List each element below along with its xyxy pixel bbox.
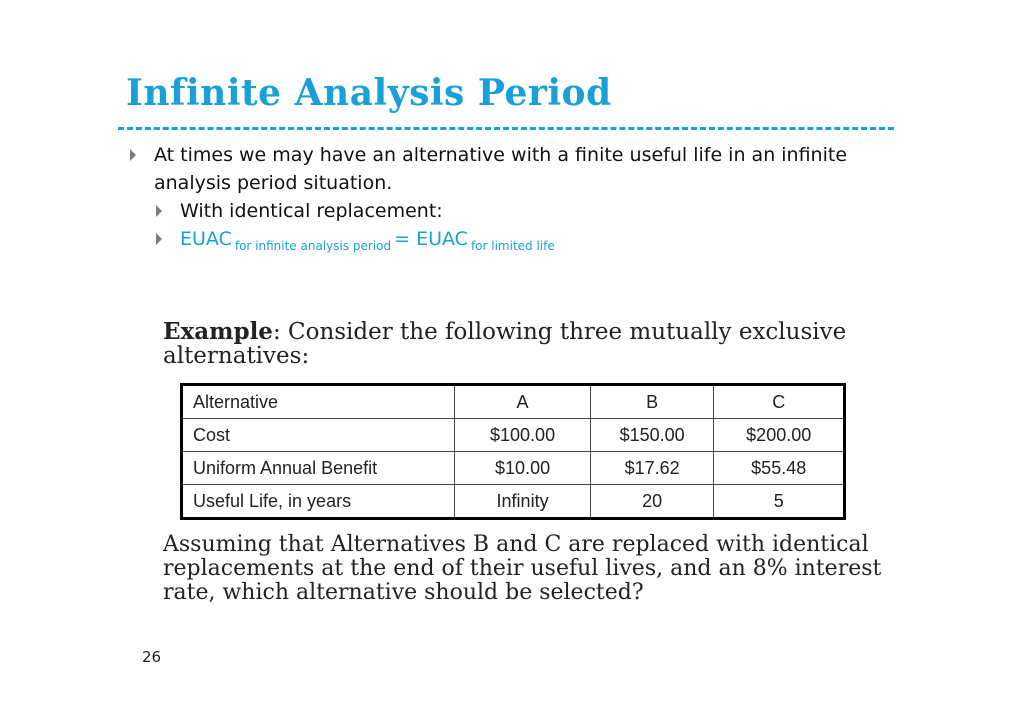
bullet-sub-text: With identical replacement: xyxy=(180,200,443,222)
bullet-main-text: At times we may have an alternative with a finite useful life in an infinite analysis period situation. xyxy=(154,144,848,194)
table-cell: Infinity xyxy=(455,485,591,519)
header-cell: C xyxy=(714,385,845,419)
table-header-row xyxy=(182,385,845,419)
bullet-triangle-icon xyxy=(130,149,136,161)
page-number: 26 xyxy=(142,648,162,666)
bullet-triangle-icon xyxy=(156,233,162,245)
table-cell: $100.00 xyxy=(455,419,591,452)
table-cell: $10.00 xyxy=(455,452,591,485)
table-cell: Uniform Annual Benefit xyxy=(182,452,455,485)
formula-lhs-subscript: for infinite analysis period xyxy=(234,239,392,253)
table-cell: $200.00 xyxy=(714,419,845,452)
table-cell: $150.00 xyxy=(590,419,714,452)
formula-eq: = EUAC xyxy=(394,228,468,250)
table-row xyxy=(182,485,845,519)
bullet-sub-replacement xyxy=(126,197,886,225)
alternatives-table xyxy=(180,383,846,520)
title-divider xyxy=(118,127,894,130)
table-cell: $17.62 xyxy=(590,452,714,485)
example-label: Example xyxy=(163,318,273,345)
formula-lhs: EUAC xyxy=(180,228,232,250)
header-cell: B xyxy=(590,385,714,419)
table-row xyxy=(182,419,845,452)
bullet-main xyxy=(126,141,886,197)
table-cell: Useful Life, in years xyxy=(182,485,455,519)
example-intro xyxy=(163,320,883,368)
table-row xyxy=(182,452,845,485)
header-cell: Alternative xyxy=(182,385,455,419)
table-cell: Cost xyxy=(182,419,455,452)
bullet-list xyxy=(126,141,886,260)
header-cell: A xyxy=(455,385,591,419)
table-cell: 20 xyxy=(590,485,714,519)
table-cell: 5 xyxy=(714,485,845,519)
question-text: Assuming that Alternatives B and C are replaced with identical replacements at the end of their useful lives, and an 8% interest rate, which alternative should be selected? xyxy=(163,532,882,605)
example-text: : Consider the following three mutually exclusive alternatives: xyxy=(163,319,847,369)
table-cell: $55.48 xyxy=(714,452,845,485)
formula-rhs-subscript: for limited life xyxy=(470,239,555,253)
slide-title: Infinite Analysis Period xyxy=(126,72,612,114)
bullet-sub-formula xyxy=(126,225,886,260)
bullet-triangle-icon xyxy=(156,205,162,217)
